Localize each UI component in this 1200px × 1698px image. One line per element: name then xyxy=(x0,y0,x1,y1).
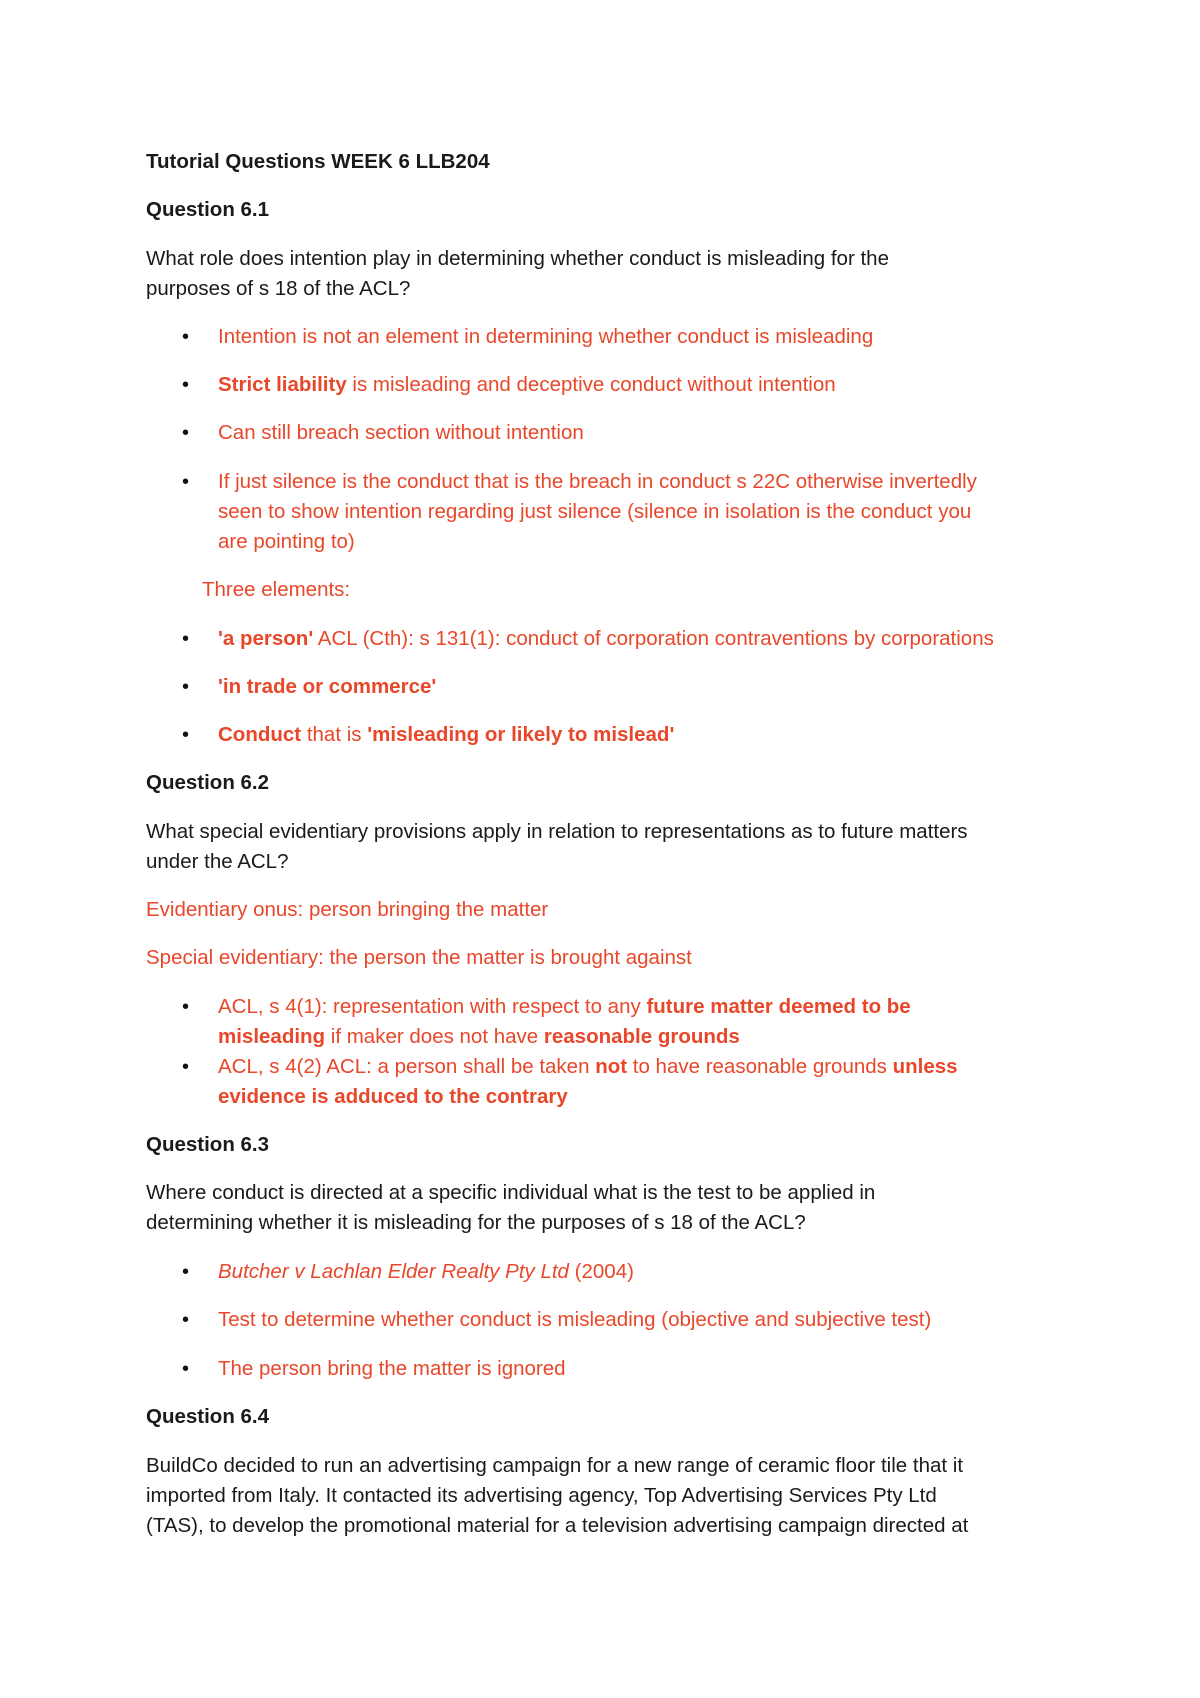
question-text: What role does intention play in determining whether conduct is misleading for the xyxy=(146,247,889,270)
bullet-icon: • xyxy=(182,422,190,444)
answer-text: (2004) xyxy=(568,1260,634,1283)
answer-bullet: Test to determine whether conduct is misleading (objective and subjective test) xyxy=(218,1308,932,1331)
element-bullet xyxy=(218,720,674,750)
question-text: determining whether it is misleading for the purposes of s 18 of the ACL? xyxy=(146,1211,806,1234)
question-heading: Question 6.1 xyxy=(146,198,270,221)
element-bullet: 'in trade or commerce' xyxy=(218,675,437,698)
emphasis-text: 'a person' xyxy=(218,627,314,650)
answer-text: ACL, s 4(2) ACL: a person shall be taken xyxy=(218,1055,596,1078)
document-title: Tutorial Questions WEEK 6 LLB204 xyxy=(146,150,490,173)
answer-bullet-continued: are pointing to) xyxy=(218,530,355,553)
emphasis-text: unless xyxy=(892,1055,958,1078)
answer-bullet-continued: seen to show intention regarding just silence (silence in isolation is the conduct you xyxy=(218,500,972,523)
emphasis-text: future matter deemed to be xyxy=(646,995,911,1018)
bullet-icon: • xyxy=(182,326,190,348)
answer-bullet-continued xyxy=(218,1022,740,1052)
bullet-icon: • xyxy=(182,724,190,746)
answer-bullet xyxy=(218,370,836,400)
elements-label: Three elements: xyxy=(202,578,351,601)
bullet-icon: • xyxy=(182,1056,190,1078)
question-text: BuildCo decided to run an advertising campaign for a new range of ceramic floor tile that it xyxy=(146,1454,964,1477)
question-heading: Question 6.4 xyxy=(146,1405,270,1428)
answer-bullet xyxy=(218,1257,634,1287)
emphasis-text: 'misleading or likely to mislead' xyxy=(367,723,675,746)
answer-bullet: Can still breach section without intention xyxy=(218,421,584,444)
bullet-icon: • xyxy=(182,1309,190,1331)
answer-bullet xyxy=(218,1052,958,1082)
bullet-icon: • xyxy=(182,1261,190,1283)
question-text: (TAS), to develop the promotional material for a television advertising campaign directed at xyxy=(146,1514,969,1537)
answer-text: ACL, s 4(1): representation with respect to any xyxy=(218,995,647,1018)
answer-bullet-continued: evidence is adduced to the contrary xyxy=(218,1085,568,1108)
question-text: under the ACL? xyxy=(146,850,289,873)
answer-paragraph: Evidentiary onus: person bringing the matter xyxy=(146,898,549,921)
emphasis-text: reasonable grounds xyxy=(543,1025,740,1048)
answer-bullet: The person bring the matter is ignored xyxy=(218,1357,566,1380)
question-text: imported from Italy. It contacted its advertising agency, Top Advertising Services Pty Ltd xyxy=(146,1484,937,1507)
answer-text: if maker does not have xyxy=(325,1025,544,1048)
bullet-icon: • xyxy=(182,676,190,698)
emphasis-text: Strict liability xyxy=(218,373,347,396)
answer-bullet xyxy=(218,992,911,1022)
bullet-icon: • xyxy=(182,996,190,1018)
bullet-icon: • xyxy=(182,374,190,396)
case-name: Butcher v Lachlan Elder Realty Pty Ltd xyxy=(218,1260,569,1283)
bullet-icon: • xyxy=(182,471,190,493)
answer-paragraph: Special evidentiary: the person the matter is brought against xyxy=(146,946,692,969)
answer-bullet: If just silence is the conduct that is the breach in conduct s 22C otherwise invertedly xyxy=(218,470,977,493)
bullet-icon: • xyxy=(182,628,190,650)
question-text: purposes of s 18 of the ACL? xyxy=(146,277,411,300)
emphasis-text: Conduct xyxy=(218,723,302,746)
answer-bullet: Intention is not an element in determining whether conduct is misleading xyxy=(218,325,874,348)
answer-text: is misleading and deceptive conduct without intention xyxy=(346,373,836,396)
bullet-icon: • xyxy=(182,1358,190,1380)
answer-text: ACL (Cth): s 131(1): conduct of corporation contraventions by corporations xyxy=(313,627,994,650)
question-heading: Question 6.3 xyxy=(146,1133,270,1156)
question-heading: Question 6.2 xyxy=(146,771,270,794)
question-text: What special evidentiary provisions apply in relation to representations as to future matters xyxy=(146,820,968,843)
question-text: Where conduct is directed at a specific individual what is the test to be applied in xyxy=(146,1181,876,1204)
answer-text: that is xyxy=(301,723,368,746)
emphasis-text: not xyxy=(595,1055,628,1078)
element-bullet xyxy=(218,624,994,654)
emphasis-text: misleading xyxy=(218,1025,326,1048)
answer-text: to have reasonable grounds xyxy=(627,1055,893,1078)
